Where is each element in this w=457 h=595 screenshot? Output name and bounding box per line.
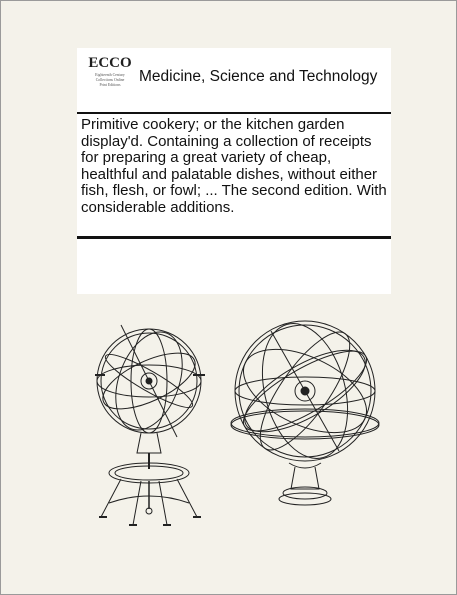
ecco-logo [85,55,135,107]
logo-subtitle-line-2: Collections Online [95,78,125,82]
logo-subtitle-line-3: Print Editions [99,83,121,87]
bottom-divider [77,236,391,239]
left-armillary-sphere [95,323,205,525]
armillary-spheres-illustration [81,303,387,543]
ecco-logo-mark: ECCO [88,55,132,71]
ecco-logo-subtitle [85,73,135,88]
title-panel [77,48,391,294]
right-armillary-sphere [231,314,379,505]
logo-subtitle-line-1: Eighteenth Century [95,73,125,77]
top-divider [77,112,391,114]
series-title: Medicine, Science and Technology [139,68,378,85]
armillary-spheres-drawing [81,303,387,543]
book-title: Primitive cookery; or the kitchen garden display'd. Containing a collection of receipts for preparing a great variety of cheap, healthful and palatable dishes, without either fish, flesh, or fowl; ... The second edition. With considerable additions. [81,116,387,216]
